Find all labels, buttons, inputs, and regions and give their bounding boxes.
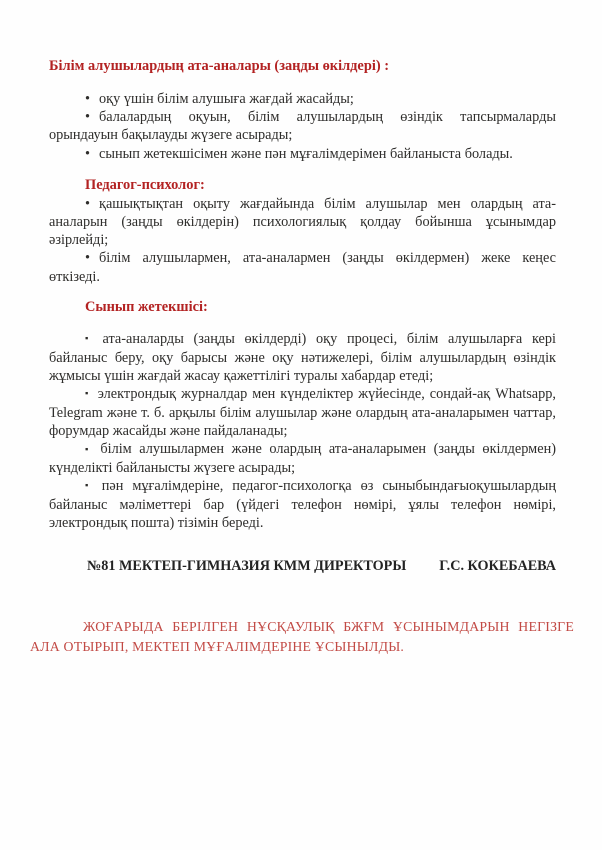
round-bullet-icon: • xyxy=(85,145,91,162)
parents-bullet-list xyxy=(49,90,556,163)
bullet-item: • балалардың оқуын, білім алушылардың өзіндік тапсырмаларды орындауын бақылауды жүзеге асырады; xyxy=(49,109,556,144)
bullet-item: ▪ ата-аналарды (заңды өкілдерді) оқу процесі, білім алушыларға кері байланыс беру, оқу барысы және оқу нәтижелері, білім алушылардың өзіндік жұмысы үшін жағдай жасау қажеттілігі туралы хабардар етеді; xyxy=(49,330,556,384)
signature-line xyxy=(49,557,556,575)
round-bullet-icon: • xyxy=(85,91,91,107)
signature-title: №81 МЕКТЕП-ГИМНАЗИЯ КММ ДИРЕКТОРЫ xyxy=(87,558,407,575)
section-heading-psychologist: Педагог-психолог: xyxy=(85,176,205,193)
bullet-item: • білім алушылармен, ата-аналармен (заңды өкілдермен) жеке кеңес өткізеді. xyxy=(49,250,556,285)
section-heading-class-teacher: Сынып жетекшісі: xyxy=(85,298,208,315)
class-teacher-bullet-list xyxy=(49,330,556,532)
bullet-item: • қашықтықтан оқыту жағдайында білім алушылар мен олардың ата-аналарын (заңды өкілдерін) психологиялық қолдау бойынша ұсынымдар әзірлейді; xyxy=(49,195,556,249)
round-bullet-icon: • xyxy=(85,250,91,267)
section-heading-parents: Білім алушылардың ата-аналары (заңды өкілдері) : xyxy=(49,58,389,74)
bullet-item: ▪ білім алушылармен және олардың ата-аналарымен (заңды өкілдермен) күнделікті байланысты жүзеге асырады; xyxy=(49,441,556,476)
bullet-item: • сынып жетекшісімен және пән мұғалімдерімен байланыста болады. xyxy=(85,145,513,162)
footer-note: ЖОҒАРЫДА БЕРІЛГЕН НҰСҚАУЛЫҚ БЖҒМ ҰСЫНЫМДАРЫН НЕГІЗГЕ АЛА ОТЫРЫП, МЕКТЕП МҰҒАЛІМДЕРІНЕ ҰСЫНЫЛДЫ. xyxy=(30,619,574,654)
bullet-item: ▪ пән мұғалімдеріне, педагог-психологқа өз сыныбындағыоқушылардың байланыс мәліметтері бар (үйдегі телефон нөмірі, ұялы телефон нөмірі, электрондық пошта) тізімін береді. xyxy=(49,477,556,531)
bullet-item: • оқу үшін білім алушыға жағдай жасайды; xyxy=(85,91,354,107)
square-bullet-icon: ▪ xyxy=(85,481,94,492)
round-bullet-icon: • xyxy=(85,109,91,126)
bullet-item: ▪ электрондық журналдар мен күнделіктер жүйесінде, сондай-ақ Whatsapp, Telegram және т. б. арқылы білім алушылар және олардың ата-аналарымен чаттар, форумдар жасайды және пайдаланады; xyxy=(49,385,556,439)
square-bullet-icon: ▪ xyxy=(85,444,93,455)
square-bullet-icon: ▪ xyxy=(85,389,90,400)
signature-name: Г.С. КОКЕБАЕВА xyxy=(439,558,556,575)
square-bullet-icon: ▪ xyxy=(85,334,95,345)
round-bullet-icon: • xyxy=(85,195,91,212)
psychologist-bullet-list xyxy=(49,195,556,286)
